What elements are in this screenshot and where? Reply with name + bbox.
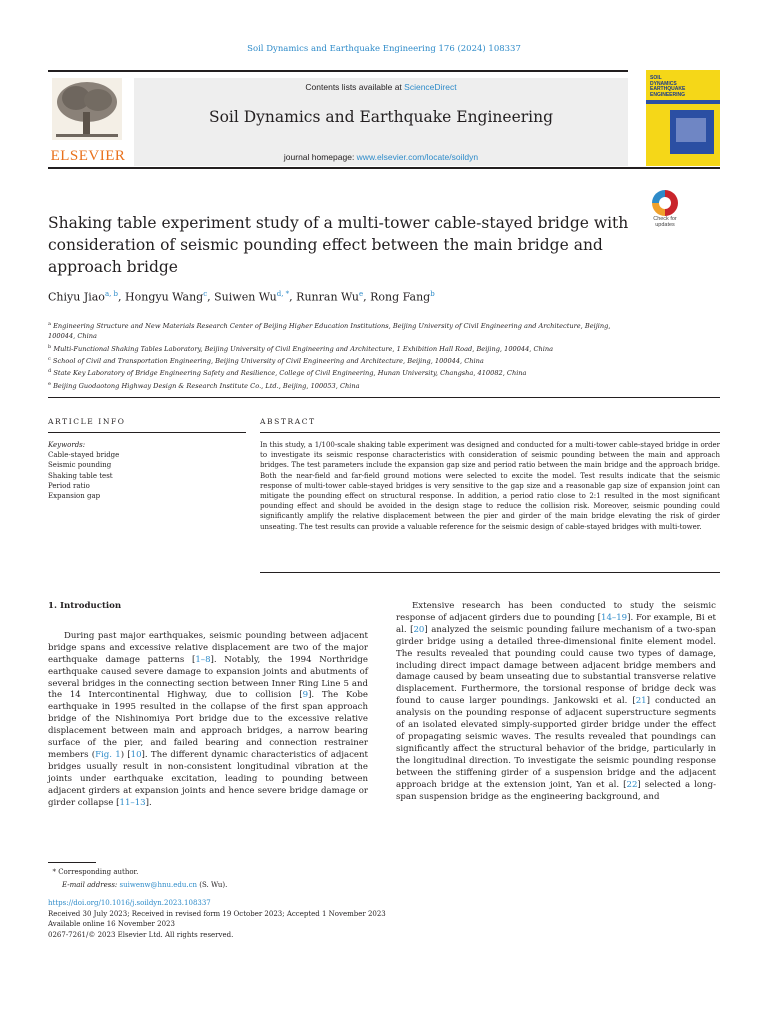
homepage-line	[134, 152, 628, 162]
contents-line	[134, 82, 628, 92]
keyword-item: Shaking table test	[48, 471, 113, 480]
keyword-item: Seismic pounding	[48, 461, 112, 470]
corresponding-label: Corresponding author.	[58, 868, 139, 876]
author-name[interactable]: Rong Fang	[370, 290, 431, 304]
cover-image	[670, 110, 714, 154]
abstract-bottom-rule	[260, 572, 720, 573]
author-affiliation-marker[interactable]: a, b	[104, 290, 119, 298]
article-title: Shaking table experiment study of a multi-tower cable-stayed bridge with consideration of seismic pounding effect between the main bridge and approach bridge	[48, 214, 629, 276]
article-info-heading: ARTICLE INFO	[48, 417, 126, 426]
citation-link[interactable]: 9	[302, 690, 309, 701]
tree-logo-icon	[52, 78, 122, 140]
journal-title: Soil Dynamics and Earthquake Engineering	[208, 108, 554, 126]
body-text: ] analyzed the seismic pounding failure mechanism of a two-span girder bridge using a detailed three-dimensional finite element model. The results revealed that pounding could cause two types of damage, including direct impact damage between adjacent bridge members and damage caused by beam unseating due to substantial transverse relative displacement. Furthermore, the torsional response of bridge deck was found to cause larger poundings. Jankowski et al. [	[396, 624, 716, 707]
affiliation-item	[48, 366, 628, 378]
keyword-item: Expansion gap	[48, 492, 101, 501]
author-affiliation-marker[interactable]: c	[203, 290, 208, 298]
keyword-item: Cable-stayed bridge	[48, 451, 120, 460]
citation-link[interactable]: 20	[413, 624, 425, 635]
running-head[interactable]: Soil Dynamics and Earthquake Engineering 176 (2024) 108337	[247, 44, 521, 54]
body-paragraph	[396, 601, 716, 803]
homepage-prefix: journal homepage:	[283, 152, 357, 162]
email-note	[48, 879, 720, 892]
affiliation-key: e	[48, 380, 51, 387]
author-name[interactable]: Chiyu Jiao	[48, 290, 105, 304]
body-column-left	[48, 601, 368, 810]
author-affiliation-marker[interactable]: b	[430, 290, 435, 298]
check-for-updates-button[interactable]	[645, 190, 685, 234]
affiliation-text: State Key Laboratory of Bridge Engineering Safety and Resilience, College of Civil Engineering, Hunan University, Changsha, 410082, China	[53, 369, 527, 378]
available-online: Available online 16 November 2023	[48, 920, 175, 928]
body-text: ) [	[120, 749, 131, 760]
author-name[interactable]: Suiwen Wu	[214, 290, 277, 304]
body-text: ]. The Kobe earthquake in 1995 resulted in the collapse of the first span approach bridge of the Nishinomiya Port bridge due to the excessive relative displacement between main and approach bridges, a narrow bearing surface of the pier, and failed bearing and connection restrainer members (	[48, 690, 368, 760]
email-suffix: (S. Wu).	[197, 880, 228, 889]
footnotes	[48, 866, 720, 891]
article-info-rule	[48, 432, 246, 433]
journal-homepage-link[interactable]: www.elsevier.com/locate/soildyn	[356, 152, 479, 162]
masthead-bottom-rule	[48, 167, 720, 169]
author-affiliation-marker[interactable]: d, *	[276, 290, 290, 298]
author-affiliation-marker[interactable]: e	[358, 290, 364, 298]
keywords-title: Keywords:	[48, 441, 86, 449]
citation-link[interactable]: 21	[635, 696, 647, 707]
section-heading: 1. Introduction	[48, 601, 122, 611]
body-text: ] conducted an analysis on the pounding response of adjacent superstructure segments of an isolated elevated simply-supported girder bridge under the effect of propagating seismic waves. The results revealed that poundings can significantly affect the structural behavior of the bridge, particularly in the longitudinal direction. To investigate the seismic pounding response between the stiffening girder of a suspension bridge and the adjacent approach bridge at the extension joint, Yan et al. [	[396, 696, 716, 790]
body-column-right	[396, 601, 716, 803]
body-text: During past major earthquakes, seismic pounding between adjacent bridge spans and excessive relative displacement are two of the major earthquake damage patterns [	[48, 630, 368, 665]
crossmark-icon	[652, 190, 678, 216]
sciencedirect-link[interactable]: ScienceDirect	[404, 82, 457, 92]
body-text: ]. For example, Bi et al. [	[396, 612, 716, 635]
affiliation-list	[48, 319, 628, 391]
cover-title: SOIL DYNAMICS EARTHQUAKE ENGINEERING	[650, 75, 686, 98]
section-divider	[48, 397, 720, 398]
affiliation-key: d	[48, 368, 52, 375]
crossmark-label: Check for updates	[653, 216, 677, 228]
affiliation-key: b	[48, 343, 52, 350]
abstract-body: In this study, a 1/100-scale shaking table experiment was designed and conducted for a multi-tower cable-stayed bridge in order to investigate its seismic response characteristics with consideration of seismic pounding between the main and approach bridges. The test parameters include the expansion gap size and period ratio between the main bridge and the approach bridge. Both the near-field and far-field ground motions were selected to excite the model. Test results indicate that the seismic response of multi-tower cable-stayed bridges is very sensitive to the gap size and a reasonable gap size of expansion joint can mitigate the pounding effect on structural response. In addition, a period ratio close to 2:1 resulted in the most significant pounding effect and should be avoided in the design stage to reduce the collision risk. Moreover, seismic pounding could significantly amplify the relative displacement between the pier and girder of the main bridge elevating the risk of girder unseating. The test results can provide a valuable reference for the seismic design of cable-stayed bridges with multi-tower.	[260, 441, 720, 531]
author-name[interactable]: Hongyu Wang	[125, 290, 204, 304]
masthead-top-rule	[48, 70, 628, 72]
affiliation-key: a	[48, 321, 51, 327]
citation-link[interactable]: 1–8	[195, 654, 211, 665]
journal-box	[134, 78, 628, 166]
body-text: ]. Notably, the 1994 Northridge earthquake caused severe damage to expansion joints and abutments of several bridges in the connecting section between Inner Ring Line 5 and the 14 Intercontinental Highway, due to collision [	[48, 654, 368, 701]
keyword-item: Period ratio	[48, 481, 90, 490]
affiliation-text: Multi-Functional Shaking Tables Laboratory, Beijing University of Civil Engineering and Architecture, 1 Exhibition Hall Road, Beijing, 100044, China	[53, 344, 554, 353]
author-name[interactable]: Runran Wu	[296, 290, 359, 304]
citation-link[interactable]: 11–13	[119, 797, 146, 808]
elsevier-logo	[48, 78, 126, 166]
contents-prefix: Contents lists available at	[305, 82, 405, 92]
affiliation-key: c	[48, 355, 51, 362]
email-link[interactable]: suiwenw@hnu.edu.cn	[119, 880, 198, 889]
doi-link[interactable]: https://doi.org/10.1016/j.soildyn.2023.108337	[48, 899, 211, 907]
citation-link[interactable]: 10	[130, 749, 142, 760]
body-text: ]. The different dynamic characteristics of adjacent bridges usually result in non-consistent longitudinal vibration at the joints under earthquake excitation, leading to pounding between adjacent girders at expansion joints and hence severe bridge damage or girder collapse [	[48, 749, 368, 808]
publication-info	[48, 898, 720, 940]
citation-link[interactable]: 14–19	[600, 612, 628, 623]
affiliation-text: Beijing Guodaotong Highway Design & Research Institute Co., Ltd., Beijing, 100053, China	[53, 381, 360, 390]
publisher-name: ELSEVIER	[50, 148, 126, 164]
journal-cover-thumbnail[interactable]	[646, 70, 720, 166]
body-paragraph	[48, 631, 368, 810]
citation-link[interactable]: Fig. 1	[95, 749, 121, 760]
affiliation-item	[48, 379, 628, 391]
copyright: 0267-7261/© 2023 Elsevier Ltd. All rights reserved.	[48, 930, 234, 939]
masthead	[48, 70, 720, 166]
body-text: Extensive research has been conducted to study the seismic response of adjacent girders due to pounding [	[396, 601, 716, 623]
cover-band	[646, 100, 720, 104]
affiliation-item	[48, 342, 628, 354]
author-list: Chiyu Jiao$^{a, b}$, Hongyu Wang$^c$, Suiwen $Wu^{d, *}$, Runran Wu$^e$, Rong Fang$^b$	[48, 290, 435, 304]
affiliation-item	[48, 319, 628, 342]
keywords-block	[48, 440, 248, 501]
citation-link[interactable]: 22	[626, 779, 638, 790]
email-label: E-mail address:	[62, 880, 120, 889]
footnote-rule	[48, 862, 96, 863]
affiliation-text: Engineering Structure and New Materials Research Center of Beijing Higher Education Institutions, Beijing University of Civil Engineering and Architecture, Beijing, 100044, China	[48, 322, 611, 341]
abstract-heading: ABSTRACT	[260, 417, 316, 426]
abstract-rule	[260, 432, 720, 433]
received-dates: Received 30 July 2023; Received in revised form 19 October 2023; Accepted 1 November 2023	[48, 909, 386, 918]
affiliation-text: School of Civil and Transportation Engineering, Beijing University of Civil Engineering and Architecture, Beijing, 100044, China	[52, 357, 484, 366]
body-text: ].	[145, 797, 152, 808]
affiliation-item	[48, 354, 628, 366]
corresponding-author-note: * Corresponding author.	[48, 868, 139, 876]
body-text: ] selected a long-span suspension bridge as the engineering background, and	[396, 779, 716, 802]
